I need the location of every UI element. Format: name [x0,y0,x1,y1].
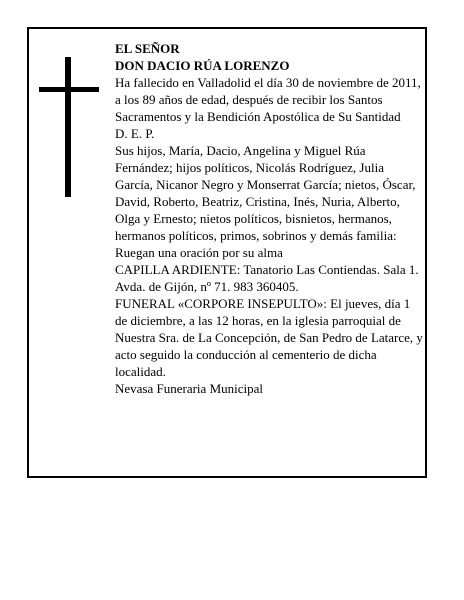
death-announcement: Ha fallecido en Valladolid el día 30 de noviembre de 2011, a los 89 años de edad, después de recibir los Santos Sacramentos y la Bendición Apostólica de Su Santidad [115,75,421,124]
funeral-info: FUNERAL «CORPORE INSEPULTO»: El jueves, día 1 de diciembre, a las 12 horas, en la iglesia parroquial de Nuestra Sra. de La Concepción, de San Pedro de Latarce, y acto seguido la conducción al cementerio de dicha localidad. [115,296,423,379]
dep-line: D. E. P. [115,126,155,141]
latin-cross-icon [39,57,99,197]
cross-horizontal-bar [39,87,99,92]
notice-title-line1: EL SEÑOR [115,41,180,56]
notice-body [115,40,423,397]
prayer-request: Ruegan una oración por su alma [115,245,283,260]
family-list: Sus hijos, María, Dacio, Angelina y Miguel Rúa Fernández; hijos políticos, Nicolás Rodríguez, Julia García, Nicanor Negro y Monserrat García; nietos, Óscar, David, Roberto, Beatriz, Cristina, Inés, Nuria, Alberto, Olga y Ernesto; nietos políticos, bisnietos, hermanos, hermanos políticos, primos, sobrinos y demás familia: [115,143,416,243]
chapel-info: CAPILLA ARDIENTE: Tanatorio Las Contiendas. Sala 1. Avda. de Gijón, nº 71. 983 360405. [115,262,419,294]
deceased-name: DON DACIO RÚA LORENZO [115,58,290,73]
funeral-home: Nevasa Funeraria Municipal [115,381,264,396]
obituary-notice [27,27,427,478]
cross-vertical-bar [65,57,71,197]
